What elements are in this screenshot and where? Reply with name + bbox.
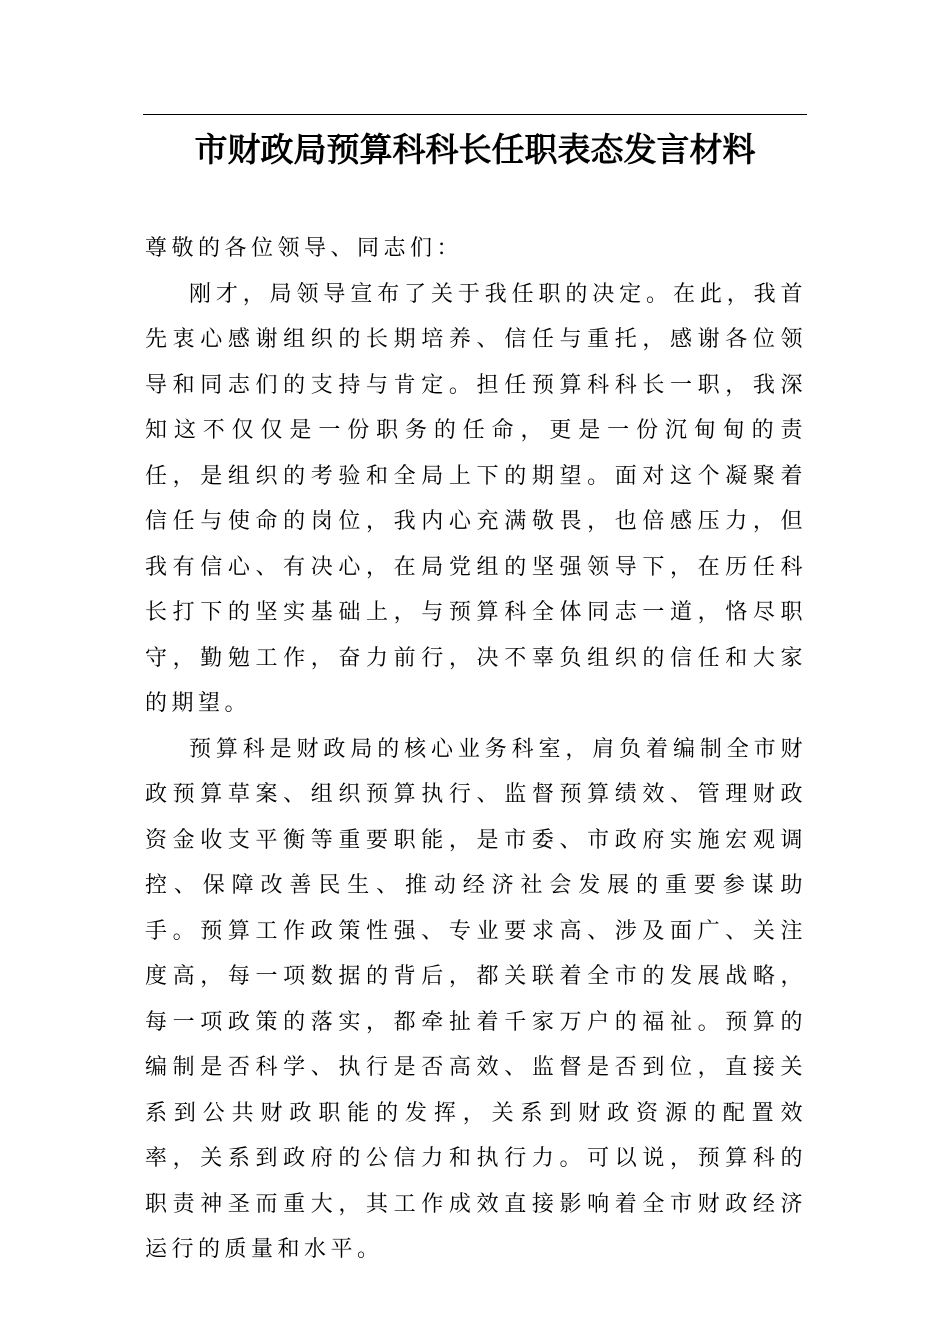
document-body: [145, 226, 807, 1273]
salutation: 尊敬的各位领导、同志们：: [145, 236, 464, 261]
document-title: 市财政局预算科科长任职表态发言材料: [194, 130, 756, 169]
paragraph: 预算科是财政局的核心业务科室，肩负着编制全市财政预算草案、组织预算执行、监督预算绩效、管理财政资金收支平衡等重要职能，是市委、市政府实施宏观调控、保障改善民生、推动经济社会发展的重要参谋助手。预算工作政策性强、专业要求高、涉及面广、关注度高，每一项数据的背后，都关联着全市的发展战略，每一项政策的落实，都牵扯着千家万户的福祉。预算的编制是否科学、执行是否高效、监督是否到位，直接关系到公共财政职能的发挥，关系到财政资源的配置效率，关系到政府的公信力和执行力。可以说，预算科的职责神圣而重大，其工作成效直接影响着全市财政经济运行的质量和水平。: [145, 736, 807, 1262]
paragraph: 刚才，局领导宣布了关于我任职的决定。在此，我首先衷心感谢组织的长期培养、信任与重托，感谢各位领导和同志们的支持与肯定。担任预算科科长一职，我深知这不仅仅是一份职务的任命，更是一份沉甸甸的责任，是组织的考验和全局上下的期望。面对这个凝聚着信任与使命的岗位，我内心充满敬畏，也倍感压力，但我有信心、有决心，在局党组的坚强领导下，在历任科长打下的坚实基础上，与预算科全体同志一道，恪尽职守，勤勉工作，奋力前行，决不辜负组织的信任和大家的期望。: [145, 281, 807, 716]
top-divider: [143, 114, 807, 115]
